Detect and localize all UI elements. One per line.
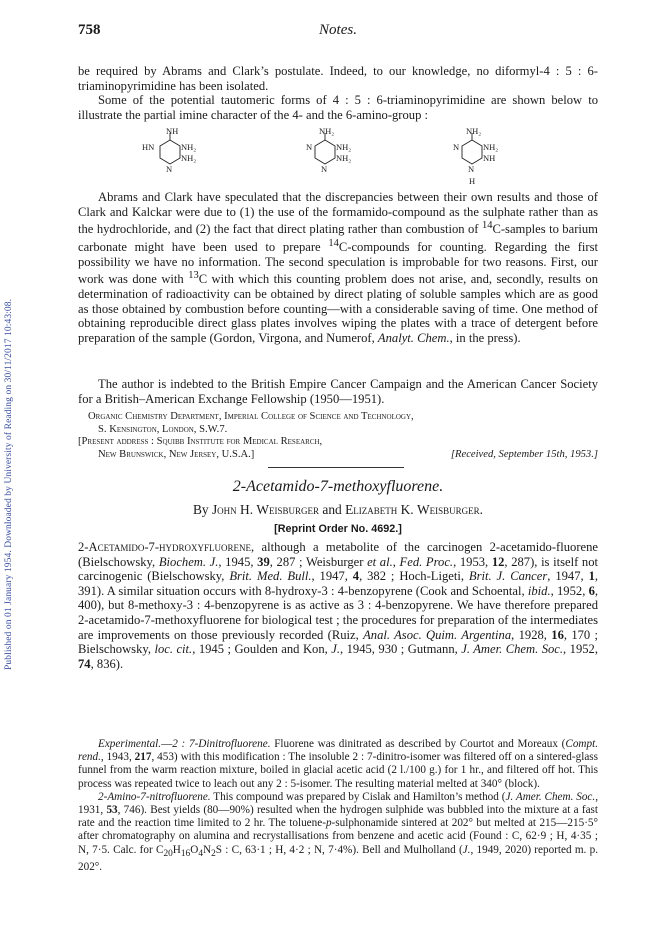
- affiliation: [78, 411, 598, 461]
- struct2-label-right-bottom: NH₂: [336, 153, 352, 163]
- struct3-label-bottom: N: [468, 164, 475, 174]
- acknowledgement-text: The author is indebted to the British Empire Cancer Campaign and the American Cancer Society for a British–American Exchange Fellowship (1950—1951).: [78, 377, 598, 406]
- struct1-label-bottom: N: [166, 164, 173, 174]
- struct3-label-right-bottom: NH: [483, 153, 496, 163]
- struct2-label-left: N: [306, 142, 313, 152]
- running-title: Notes.: [319, 22, 357, 38]
- section-divider: [268, 467, 404, 468]
- tautomer-structures: [120, 128, 550, 190]
- struct2-label-top: NH₂: [319, 128, 335, 136]
- article-authors: By John H. Weisburger and Elizabeth K. Weisburger.: [192, 502, 484, 517]
- discussion-paragraph: Abrams and Clark have speculated that the discrepancies between their own results and those of Clark and Kalckar were due to (1) the use of the formamido-compound as the sulphate rather than as the hydrochloride, and (2) the fact that direct plating rather than combustion of $^{14}$C-samples to barium carbonate might have been used to prepare $^{14}$C-compounds for counting. Regarding the first possibility we have no information. The second speculation is improbable for two reasons. First, our work was done with $^{13}$C with which this counting problem does not arise, and, secondly, results on determination of radioactivity can be obtained by direct plating of soluble samples which are as good as those obtained by combustion before counting—with a considerable saving of time. One method of obtaining reproducible direct glass plates involves wiping the plates with a trace of detergent before preparation of the sample (Gordon, Virgona, and Numerof, Analyt. Chem., in the press).: [78, 190, 599, 345]
- affiliation-line-1: Organic Chemistry Department, Imperial College of Science and Technology,: [88, 411, 414, 422]
- introduction-paragraph: 2-Acetamido-7-hydroxyfluorene, although a metabolite of the carcinogen 2-acetamido-fluorene (Bielschowsky, Biochem. J., 1945, 39, 287 ; Weisburger et al., Fed. Proc., 1953, 12, 287), is itself not carcinogenic (Bielschowsky, Brit. Med. Bull., 1947, 4, 382 ; Hoch-Ligeti, Brit. J. Cancer, 1947, 1, 391). A similar situation occurs with 8-hydroxy-3 : 4-benzopyrene (Cook and Schoental, ibid., 1952, 6, 400), but 8-methoxy-3 : 4-benzopyrene is as active as 3 : 4-benzopyrene. We have therefore prepared 2-acetamido-7-methoxyfluorene for biological test ; the procedures for preparation of the intermediates are improvements on those previously recorded (Ruiz, Anal. Asoc. Quim. Argentina, 1928, 16, 170 ; Bielschowsky, loc. cit., 1945 ; Goulden and Kon, J., 1945, 930 ; Gutmann, J. Amer. Chem. Soc., 1952, 74, 836).: [78, 540, 599, 671]
- download-notice-text: Published on 01 January 1954. Downloaded by University of Reading on 30/11/2017 10:43:08.: [4, 298, 14, 670]
- download-notice-sidebar: [2, 150, 16, 670]
- top-paragraphs: [78, 64, 598, 122]
- reprint-order: [Reprint Order No. 4692.]: [274, 523, 402, 535]
- struct2-label-bottom: N: [321, 164, 328, 174]
- struct3-label-right-top: NH₂: [483, 142, 499, 152]
- experimental-aminonitrofluorene: 2-Amino-7-nitrofluorene. This compound was prepared by Cislak and Hamilton’s method (J. Amer. Chem. Soc., 1931, 53, 746). Best yields (80—90%) resulted when the hydrogen sulphide was bubbled into the mixture at a fast rate and the reaction time limited to 2 hr. The toluene-p-sulphonamide sintered at 202° but melted at 215—215·5° after chromatography on alumina and recrystallisations from benzene and acetic acid (Found : C, 62·9 ; H, 4·35 ; N, 7·5. Calc. for $C_{20}H_{16}O_4N_2S$ : C, 63·1 ; H, 4·2 ; N, 7·4%). Bell and Mulholland (J., 1949, 2020) reported m. p. 202°.: [78, 790, 599, 874]
- paragraph-tautomers: Some of the potential tautomeric forms of 4 : 5 : 6-triaminopyrimidine are shown below to illustrate the partial imine character of the 4- and the 6-amino-group :: [78, 93, 598, 122]
- struct3-label-top: NH₂: [466, 128, 482, 136]
- struct2-label-right-top: NH₂: [336, 142, 352, 152]
- struct3-label-left: N: [453, 142, 460, 152]
- affiliation-line-2: S. Kensington, London, S.W.7.: [98, 423, 228, 435]
- received-date: [Received, September 15th, 1953.]: [450, 448, 598, 460]
- tautomer-structure-3: [422, 128, 522, 190]
- struct1-label-right-top: NH₂: [181, 142, 197, 152]
- introduction: [78, 540, 598, 671]
- page-header: [78, 22, 598, 42]
- acknowledgement: [78, 377, 598, 406]
- tautomer-structure-1: [120, 128, 220, 190]
- article-title: 2-Acetamido-7-methoxyfluorene.: [232, 478, 444, 495]
- paragraph-continued: be required by Abrams and Clark’s postulate. Indeed, to our knowledge, no diformyl-4 : 5 : 6-triaminopyrimidine has been isolated.: [78, 64, 598, 93]
- affiliation-line-3: [Present address : Squibb Institute for Medical Research,: [78, 436, 323, 448]
- page-number: 758: [78, 22, 101, 38]
- affiliation-line-4: New Brunswick, New Jersey, U.S.A.]: [98, 448, 255, 460]
- discussion-section: [78, 190, 598, 346]
- tautomer-structure-2: [275, 128, 375, 190]
- struct1-label-left: HN: [142, 142, 155, 152]
- struct1-label-right-bottom: NH₂: [181, 153, 197, 163]
- struct1-label-top: NH: [166, 128, 179, 136]
- experimental-dinitrofluorene: Experimental.—2 : 7-Dinitrofluorene. Fluorene was dinitrated as described by Courtot and Moreaux (Compt. rend., 1943, 217, 453) with this modification : The insoluble 2 : 7-dinitro-isomer was filtered off on a sintered-glass funnel from the warm reaction mixture, boiled in glacial acetic acid (2 l./100 g.) for 1 hr., and filtered off hot. This process was repeated twice to leach out any 2 : 5-isomer. The resulting material melted at 340° (block).: [78, 738, 598, 790]
- struct3-label-h: H: [469, 176, 476, 186]
- experimental-section: [78, 738, 598, 874]
